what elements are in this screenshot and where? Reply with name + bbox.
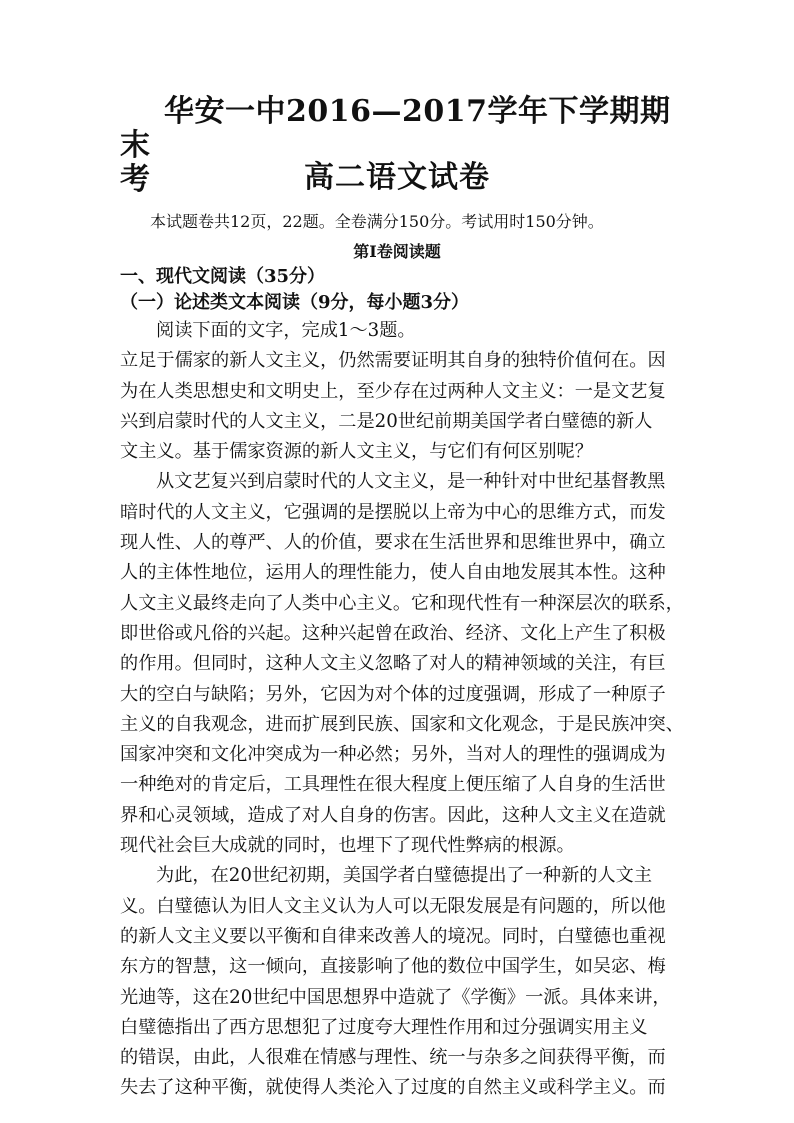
exam-instructions: 本试题卷共12页，22题。全卷满分150分。考试用时150分钟。 bbox=[150, 212, 604, 231]
passage-line: 即世俗或凡俗的兴起。这种兴起曾在政治、经济、文化上产生了积极 bbox=[120, 622, 666, 644]
passage-line: 的新人文主义要以平衡和自律来改善人的境况。同时，白璧德也重视 bbox=[120, 925, 666, 947]
passage-line: 大的空白与缺陷；另外，它因为对个体的过度强调，形成了一种原子 bbox=[120, 683, 666, 705]
passage-line: 国家冲突和文化冲突成为一种必然；另外，当对人的理性的强调成为 bbox=[120, 744, 666, 766]
passage-line: 东方的智慧，这一倾向，直接影响了他的数位中国学生，如吴宓、梅 bbox=[120, 956, 666, 978]
passage-line: 兴到启蒙时代的人文主义，二是20世纪前期美国学者白璧德的新人 bbox=[120, 410, 653, 432]
subsection-heading: （一）论述类文本阅读（9分，每小题3分） bbox=[120, 292, 470, 313]
passage-line: 的错误，由此，人很难在情感与理性、统一与杂多之间获得平衡，而 bbox=[120, 1047, 666, 1069]
passage-line: 为在人类思想史和文明史上，至少存在过两种人文主义：一是文艺复 bbox=[120, 380, 666, 402]
passage-line: 现代社会巨大成就的同时，也埋下了现代性弊病的根源。 bbox=[120, 835, 575, 857]
passage-line: 的作用。但同时，这种人文主义忽略了对人的精神领域的关注，有巨 bbox=[120, 653, 666, 675]
passage-line: 阅读下面的文字，完成1～3题。 bbox=[156, 320, 416, 341]
passage-text bbox=[120, 316, 684, 1104]
passage-line: 失去了这种平衡，就使得人类沦入了过度的自然主义或科学主义。而 bbox=[120, 1077, 666, 1099]
passage-line: 立足于儒家的新人文主义，仍然需要证明其自身的独特价值何在。因 bbox=[120, 350, 666, 372]
part-title: 第Ⅰ卷阅读题 bbox=[353, 242, 441, 261]
passage-line: 为此，在20世纪初期，美国学者白璧德提出了一种新的人文主 bbox=[156, 865, 653, 887]
passage-line: 一种绝对的肯定后，工具理性在很大程度上便压缩了人自身的生活世 bbox=[120, 774, 666, 796]
exam-title-wrap: 考 bbox=[120, 162, 151, 197]
passage-line: 界和心灵领域，造成了对人自身的伤害。因此，这种人文主义在造就 bbox=[120, 804, 666, 826]
passage-line: 白璧德指出了西方思想犯了过度夸大理性作用和过分强调实用主义 bbox=[120, 1016, 648, 1038]
passage-line: 暗时代的人文主义，它强调的是摆脱以上帝为中心的思维方式，而发 bbox=[120, 501, 666, 523]
passage-line: 光迪等，这在20世纪中国思想界中造就了《学衡》一派。具体来讲， bbox=[120, 986, 671, 1008]
passage-line: 人文主义最终走向了人类中心主义。它和现代性有一种深层次的联系， bbox=[120, 592, 684, 614]
passage-line: 主义的自我观念，进而扩展到民族、国家和文化观念，于是民族冲突、 bbox=[120, 713, 684, 735]
passage-line: 人的主体性地位，运用人的理性能力，使人自由地发展其本性。这种 bbox=[120, 562, 666, 584]
section-heading: 一、现代文阅读（35分） bbox=[120, 266, 326, 287]
passage-line: 义。白璧德认为旧人文主义认为人可以无限发展是有问题的，所以他 bbox=[120, 895, 666, 917]
passage-line: 文主义。基于儒家资源的新人文主义，与它们有何区别呢？ bbox=[120, 441, 593, 463]
exam-title-main: 华安一中2016—2017学年下学期期末 bbox=[120, 94, 671, 163]
exam-subtitle: 高二语文试卷 bbox=[304, 160, 490, 195]
passage-line: 现人性、人的尊严、人的价值，要求在生活世界和思维世界中，确立 bbox=[120, 532, 666, 554]
passage-line: 从文艺复兴到启蒙时代的人文主义，是一种针对中世纪基督教黑 bbox=[156, 471, 666, 493]
